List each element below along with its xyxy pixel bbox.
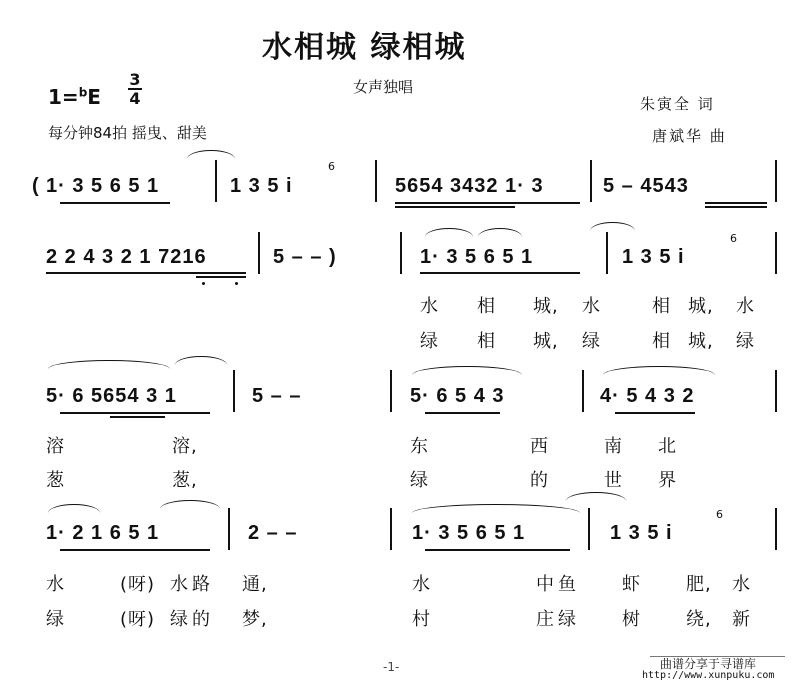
lyric-word: 绿 (558, 609, 577, 630)
lyric-word: 南 (604, 436, 623, 457)
tempo-marking: 每分钟84拍 摇曳、甜美 (48, 124, 207, 142)
grace-note: 6 (716, 508, 723, 521)
slur (187, 150, 235, 159)
watermark-text: 曲谱分享于寻谱库 (660, 657, 757, 671)
lyric-word: 通, (242, 574, 268, 595)
lyric-word: 水 (420, 296, 439, 317)
time-top: 3 (129, 70, 141, 89)
lyric-word: 西 (530, 436, 549, 457)
beam (46, 272, 246, 274)
barline (775, 160, 777, 202)
lyric-word: 相 (652, 331, 671, 352)
beam (110, 416, 165, 418)
line3-measure1: 5· 6 5654 3 1 (46, 385, 177, 407)
lyric-word: 鱼 (558, 574, 577, 595)
line4-measure3: 1· 3 5 6 5 1 (412, 522, 526, 544)
lyric-word: 城, (533, 296, 559, 317)
slur (48, 504, 100, 513)
lyric-word: 新 (732, 609, 751, 630)
watermark-url: http://www.xunpuku.com (642, 670, 775, 681)
beam (705, 206, 767, 208)
beam (395, 202, 580, 204)
lyric-word: 水 (736, 296, 755, 317)
lyric-word: 中 (536, 574, 555, 595)
lyric-word: 绿 (46, 609, 65, 630)
lyric-word: 界 (658, 470, 677, 491)
barline (258, 232, 260, 274)
lyric-word: 的 (192, 609, 211, 630)
lyric-word: 绿 (736, 331, 755, 352)
barline (590, 160, 592, 202)
grace-note: 6 (730, 232, 737, 245)
line1-measure1: 1· 3 5 6 5 1 (46, 175, 160, 197)
barline (588, 508, 590, 550)
barline (775, 508, 777, 550)
line1-open-paren: ( (32, 175, 40, 197)
slur (412, 366, 522, 375)
line2-measure3: 1· 3 5 6 5 1 (420, 246, 534, 268)
octave-dot (235, 282, 238, 285)
lyric-word: 水 (732, 574, 751, 595)
line2-measure2: 5 – – ) (273, 246, 337, 268)
lyric-word: 葱, (172, 470, 198, 491)
beam (395, 206, 515, 208)
line3-measure4: 4· 5 4 3 2 (600, 385, 695, 407)
time-bottom: 4 (129, 89, 141, 108)
lyric-word: 城, (688, 331, 714, 352)
slur (48, 360, 170, 369)
barline (375, 160, 377, 202)
lyric-word: 相 (477, 296, 496, 317)
line4-measure4: 1 3 5 i (610, 522, 673, 544)
beam (615, 412, 695, 414)
lyric-word: 世 (604, 470, 623, 491)
lyric-word: 城, (533, 331, 559, 352)
slur (425, 228, 473, 237)
barline (582, 370, 584, 412)
barline (215, 160, 217, 202)
line1-measure4: 5 – 4543 (603, 175, 689, 197)
beam (425, 549, 570, 551)
line2-measure1: 2 2 4 3 2 1 7216 (46, 246, 207, 268)
line1-measure3: 5654 3432 1· 3 (395, 175, 544, 197)
lyric-word: (呀) (120, 609, 156, 630)
key-note: E (87, 85, 101, 109)
lyric-word: 村 (412, 609, 431, 630)
key-prefix: 1= (48, 85, 79, 109)
slur (175, 356, 227, 365)
lyric-word: 相 (477, 331, 496, 352)
lyric-word: 北 (658, 436, 677, 457)
barline (400, 232, 402, 274)
flat-sign: b (78, 85, 88, 100)
lyric-word: 梦, (242, 609, 268, 630)
grace-note: 6 (328, 160, 335, 173)
lyric-word: 树 (622, 609, 641, 630)
lyric-word: 路 (192, 574, 211, 595)
lyric-word: 绿 (420, 331, 439, 352)
barline (775, 370, 777, 412)
slur (590, 222, 635, 231)
barline (606, 232, 608, 274)
lyric-word: (呀) (120, 574, 156, 595)
barline (228, 508, 230, 550)
lyric-word: 葱 (46, 470, 65, 491)
lyric-word: 城, (688, 296, 714, 317)
lyric-word: 东 (410, 436, 429, 457)
song-title: 水相城 绿相城 (262, 30, 467, 65)
beam (425, 412, 500, 414)
lyric-word: 水 (582, 296, 601, 317)
lyric-word: 肥, (686, 574, 712, 595)
beam (420, 272, 580, 274)
octave-dot (202, 282, 205, 285)
lyricist-credit: 朱寅全 词 (640, 95, 715, 113)
beam (60, 202, 170, 204)
lyric-word: 的 (530, 470, 549, 491)
lyric-word: 庄 (536, 609, 555, 630)
barline (775, 232, 777, 274)
lyric-word: 相 (652, 296, 671, 317)
slur (412, 504, 580, 513)
slur (566, 492, 626, 501)
beam (705, 202, 767, 204)
line3-measure2: 5 – – (252, 385, 302, 407)
lyric-word: 溶, (172, 436, 198, 457)
line2-measure4: 1 3 5 i (622, 246, 685, 268)
lyric-word: 绿 (170, 609, 189, 630)
key-signature (48, 85, 101, 109)
slur (160, 500, 220, 509)
lyric-word: 水 (412, 574, 431, 595)
slur (603, 366, 715, 375)
beam (60, 412, 210, 414)
lyric-word: 绕, (686, 609, 712, 630)
beam (196, 276, 246, 278)
lyric-word: 绿 (410, 470, 429, 491)
lyric-word: 溶 (46, 436, 65, 457)
line4-measure1: 1· 2 1 6 5 1 (46, 522, 160, 544)
performance-note: 女声独唱 (353, 78, 414, 96)
line1-measure2: 1 3 5 i (230, 175, 293, 197)
lyric-word: 虾 (622, 574, 641, 595)
barline (233, 370, 235, 412)
composer-credit: 唐斌华 曲 (652, 127, 727, 145)
lyric-word: 水 (46, 574, 65, 595)
line3-measure3: 5· 6 5 4 3 (410, 385, 505, 407)
barline (390, 370, 392, 412)
lyric-word: 水 (170, 574, 189, 595)
page-number: -1- (383, 660, 400, 674)
barline (390, 508, 392, 550)
line4-measure2: 2 – – (248, 522, 298, 544)
beam (60, 549, 210, 551)
lyric-word: 绿 (582, 331, 601, 352)
time-signature (128, 71, 142, 107)
slur (478, 228, 522, 237)
